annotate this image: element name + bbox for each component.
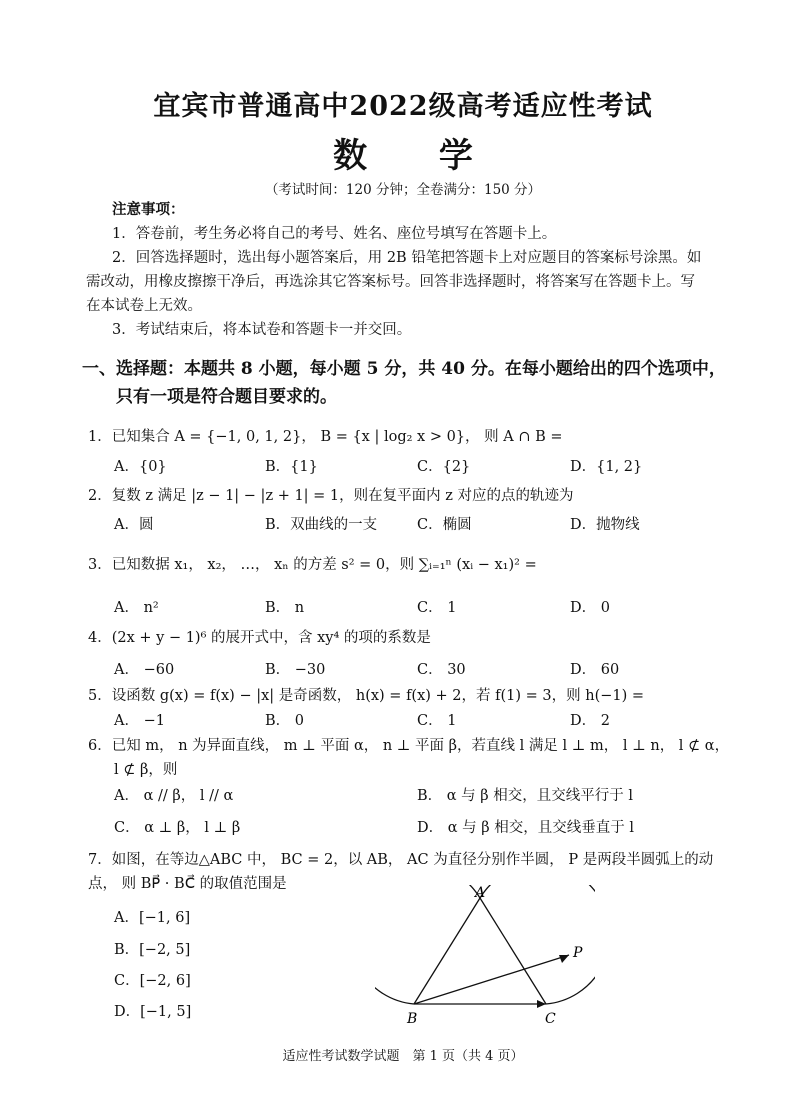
question-2-stem: 2．复数 z 满足 |z − 1| − |z + 1| = 1，则在复平面内 z 对应的点的轨迹为 [88,488,574,504]
question-3-stem: 3．已知数据 x₁， x₂， …， xₙ 的方差 s² = 0，则 ∑ᵢ₌₁ⁿ (xᵢ − x₁)² = [88,557,537,573]
q1-option-a: A．{0} [114,459,167,475]
q4-option-c: C． 30 [417,662,466,678]
note-2b: 需改动，用橡皮擦擦干净后，再选涂其它答案标号。回答非选择题时，将答案写在答题卡上。写 [86,274,695,290]
q7-option-d: D．[−1, 5] [114,1004,192,1020]
arrowhead-bp [559,955,569,963]
q7-option-b: B．[−2, 5] [114,942,191,958]
q2-option-c: C．椭圆 [417,517,472,533]
exam-title: 宜宾市普通高中2022级高考适应性考试 [153,91,653,122]
q3-option-a: A． n² [114,600,159,616]
segment-bp [414,955,569,1004]
q5-option-d: D． 2 [570,713,610,729]
question-5-stem: 5．设函数 g(x) = f(x) − |x| 是奇函数， h(x) = f(x) + 2，若 f(1) = 3，则 h(−1) = [88,688,645,704]
q4-option-a: A． −60 [114,662,175,678]
section-heading-line1: 一、选择题：本题共 8 小题，每小题 5 分，共 40 分。在每小题给出的四个选项中， [82,359,726,379]
page-footer: 适应性考试数学试题 第 1 页（共 4 页） [282,1049,524,1064]
question-7-stem-line2: 点， 则 BP⃗ · BC⃗ 的取值范围是 [88,876,287,892]
question-6-stem-line1: 6．已知 m， n 为异面直线， m ⊥ 平面 α， n ⊥ 平面 β，若直线 l 满足 l ⊥ m， l ⊥ n， l ⊄ α， [88,738,730,754]
q6-option-b: B． α 与 β 相交，且交线平行于 l [417,788,634,804]
section-heading-line2: 只有一项是符合题目要求的。 [116,387,337,407]
segment-ac [480,898,546,1004]
question-1-stem: 1．已知集合 A = {−1, 0, 1, 2}， B = {x | log₂ x > 0}， 则 A ∩ B = [88,429,563,445]
note-2c: 在本试卷上无效。 [86,298,202,314]
q7-option-c: C．[−2, 6] [114,973,191,989]
q1-option-c: C．{2} [417,459,471,475]
subject-title: 数 学 [333,136,503,176]
q7-option-a: A．[−1, 6] [114,910,191,926]
question-4-stem: 4．(2x + y − 1)⁶ 的展开式中，含 xy⁴ 的项的系数是 [88,630,431,646]
label-a: A [475,885,486,901]
question-6-stem-line2: l ⊄ β，则 [114,762,178,778]
note-2a: 2．回答选择题时，选出每小题答案后，用 2B 铅笔把答题卡上对应题目的答案标号涂黑。如 [112,250,702,266]
label-p: P [573,945,583,961]
q6-option-d: D． α 与 β 相交，且交线垂直于 l [417,820,634,836]
q3-option-c: C． 1 [417,600,457,616]
q5-option-a: A． −1 [114,713,165,729]
q2-option-a: A．圆 [114,517,154,533]
q1-option-b: B．{1} [265,459,318,475]
q2-option-b: B．双曲线的一支 [265,517,378,533]
note-3: 3．考试结束后，将本试卷和答题卡一并交回。 [112,322,412,338]
q1-option-d: D．{1, 2} [570,459,643,475]
q4-option-b: B． −30 [265,662,326,678]
label-b: B [407,1011,418,1027]
note-1: 1．答卷前，考生务必将自己的考号、姓名、座位号填写在答题卡上。 [112,226,557,242]
notes-heading: 注意事项： [112,201,185,218]
q3-option-d: D． 0 [570,600,610,616]
label-c: C [545,1011,556,1027]
q6-option-c: C． α ⊥ β， l ⊥ β [114,820,241,836]
segment-ab [414,898,480,1004]
q5-option-b: B． 0 [265,713,304,729]
q5-option-c: C． 1 [417,713,457,729]
exam-info: （考试时间：120 分钟；全卷满分：150 分） [264,182,542,198]
question-7-stem-line1: 7．如图，在等边△ABC 中， BC = 2，以 AB， AC 为直径分别作半圆， P 是两段半圆弧上的动 [88,852,714,868]
geometry-figure [375,885,595,1035]
q6-option-a: A． α // β， l // α [114,788,234,804]
semicircle-ab [375,885,480,1004]
q3-option-b: B． n [265,600,305,616]
q4-option-d: D． 60 [570,662,620,678]
q2-option-d: D．抛物线 [570,517,640,533]
